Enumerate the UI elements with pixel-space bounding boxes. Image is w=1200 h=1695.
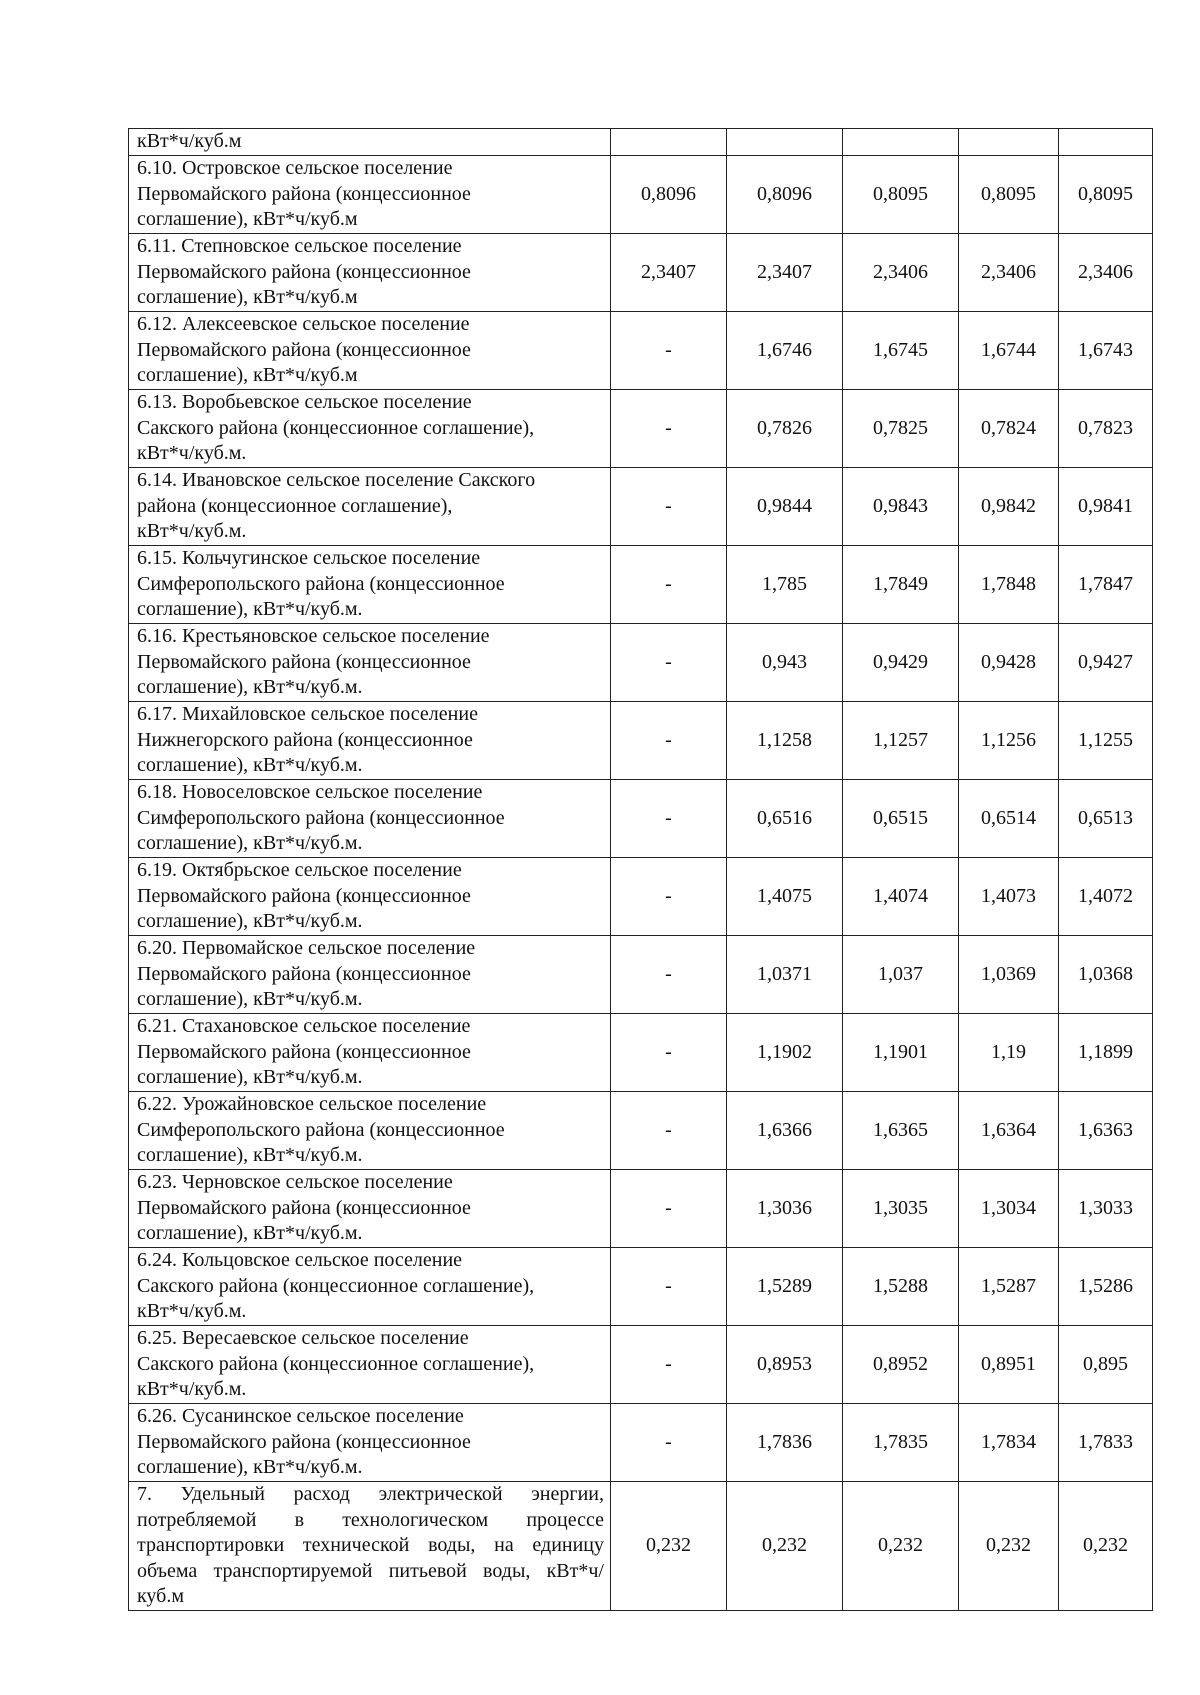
- description-line: соглашение), кВт*ч/куб.м.: [137, 832, 363, 855]
- description-line: Симферопольского района (концессионное: [137, 572, 505, 595]
- row-description: [129, 390, 611, 468]
- value-cell: 1,4072: [1059, 858, 1153, 936]
- value-cell: -: [611, 312, 727, 390]
- description-line: 6.18. Новоселовское сельское поселение: [137, 781, 483, 804]
- value-cell: 1,5287: [959, 1248, 1059, 1326]
- row-description: [129, 1248, 611, 1326]
- table-row: [129, 1170, 1153, 1248]
- value-cell: 1,0368: [1059, 936, 1153, 1014]
- value-cell: 1,6743: [1059, 312, 1153, 390]
- value-cell: 0,9843: [843, 468, 959, 546]
- description-line: 6.24. Кольцовское сельское поселение: [137, 1249, 463, 1272]
- description-line: Первомайского района (концессионное: [137, 338, 471, 361]
- row-description: [129, 1092, 611, 1170]
- value-cell: 0,895: [1059, 1326, 1153, 1404]
- description-line: Первомайского района (концессионное: [137, 884, 471, 907]
- value-cell: -: [611, 1014, 727, 1092]
- value-cell: 1,6744: [959, 312, 1059, 390]
- description-line: 6.12. Алексеевское сельское поселение: [137, 313, 470, 336]
- value-cell: 1,6745: [843, 312, 959, 390]
- value-cell: -: [611, 936, 727, 1014]
- value-cell: 1,785: [727, 546, 843, 624]
- value-cell: 0,6516: [727, 780, 843, 858]
- table-row: [129, 1092, 1153, 1170]
- description-line: 6.13. Воробьевское сельское поселение: [137, 391, 472, 414]
- value-cell: -: [611, 468, 727, 546]
- description-line: Симферопольского района (концессионное: [137, 1118, 505, 1141]
- value-cell: 1,6365: [843, 1092, 959, 1170]
- table-row: [129, 702, 1153, 780]
- value-cell: 2,3407: [727, 234, 843, 312]
- row-description: [129, 858, 611, 936]
- value-cell: 1,1255: [1059, 702, 1153, 780]
- value-cell: 1,4073: [959, 858, 1059, 936]
- value-cell: 1,6746: [727, 312, 843, 390]
- value-cell: 0,8951: [959, 1326, 1059, 1404]
- value-cell: 0,9842: [959, 468, 1059, 546]
- value-cell: 0,7825: [843, 390, 959, 468]
- value-cell: 1,3035: [843, 1170, 959, 1248]
- value-cell: 2,3406: [1059, 234, 1153, 312]
- table-row: [129, 156, 1153, 234]
- value-cell: 0,6514: [959, 780, 1059, 858]
- table-row: [129, 1014, 1153, 1092]
- value-cell: 1,0371: [727, 936, 843, 1014]
- value-cell: 2,3406: [959, 234, 1059, 312]
- description-line: Симферопольского района (концессионное: [137, 806, 505, 829]
- description-line: соглашение), кВт*ч/куб.м.: [137, 1456, 363, 1479]
- value-cell: -: [611, 546, 727, 624]
- value-cell: 0,6515: [843, 780, 959, 858]
- value-cell: -: [611, 780, 727, 858]
- value-cell: -: [611, 1326, 727, 1404]
- value-cell: 0,7823: [1059, 390, 1153, 468]
- table-row: [129, 1248, 1153, 1326]
- row-description: [129, 234, 611, 312]
- description-line: 6.26. Сусанинское сельское поселение: [137, 1405, 464, 1428]
- value-cell: 1,1258: [727, 702, 843, 780]
- description-line: соглашение), кВт*ч/куб.м.: [137, 988, 363, 1011]
- description-line: 6.17. Михайловское сельское поселение: [137, 703, 478, 726]
- row-description: [129, 312, 611, 390]
- value-cell: 0,232: [727, 1482, 843, 1611]
- table-row: [129, 858, 1153, 936]
- value-cell: 1,5286: [1059, 1248, 1153, 1326]
- value-cell: 0,9844: [727, 468, 843, 546]
- table-row-continuation: [129, 129, 1153, 156]
- table-row: [129, 780, 1153, 858]
- table-body: [129, 129, 1153, 1611]
- value-cell: 0,6513: [1059, 780, 1153, 858]
- table-row: [129, 936, 1153, 1014]
- description-line: 6.19. Октябрьское сельское поселение: [137, 859, 462, 882]
- description-line: 6.15. Кольчугинское сельское поселение: [137, 547, 481, 570]
- value-cell: 1,6366: [727, 1092, 843, 1170]
- description-line: 6.11. Степновское сельское поселение: [137, 235, 462, 258]
- value-cell: 1,3033: [1059, 1170, 1153, 1248]
- description-line: 6.22. Урожайновское сельское поселение: [137, 1093, 487, 1116]
- row-description: [129, 624, 611, 702]
- row-description: [129, 1014, 611, 1092]
- description-line: Первомайского района (концессионное: [137, 962, 471, 985]
- description-line: Сакского района (концессионное соглашение),: [137, 1352, 535, 1375]
- description-line: соглашение), кВт*ч/куб.м: [137, 208, 358, 231]
- value-cell: -: [611, 1248, 727, 1326]
- value-cell: 1,5288: [843, 1248, 959, 1326]
- value-cell: 0,8096: [727, 156, 843, 234]
- description-line: района (концессионное соглашение),: [137, 494, 453, 517]
- value-cell: 1,19: [959, 1014, 1059, 1092]
- description-line: 6.10. Островское сельское поселение: [137, 157, 453, 180]
- value-cell: -: [611, 624, 727, 702]
- value-cell: 0,8096: [611, 156, 727, 234]
- row-description: [129, 702, 611, 780]
- value-cell: [843, 129, 959, 156]
- value-cell: 0,9428: [959, 624, 1059, 702]
- description-line: кВт*ч/куб.м.: [137, 1300, 247, 1323]
- description-line: соглашение), кВт*ч/куб.м.: [137, 598, 363, 621]
- table-row-summary: [129, 1482, 1153, 1611]
- value-cell: 1,7833: [1059, 1404, 1153, 1482]
- value-cell: -: [611, 1170, 727, 1248]
- row-description: [129, 156, 611, 234]
- table-row: [129, 546, 1153, 624]
- description-line: Сакского района (концессионное соглашение),: [137, 1274, 535, 1297]
- table-row: [129, 468, 1153, 546]
- description-line: Нижнегорского района (концессионное: [137, 728, 473, 751]
- description-line: Первомайского района (концессионное: [137, 650, 471, 673]
- value-cell: -: [611, 858, 727, 936]
- row-description: [129, 780, 611, 858]
- description-line: соглашение), кВт*ч/куб.м: [137, 286, 358, 309]
- value-cell: 0,8095: [959, 156, 1059, 234]
- value-cell: 1,7848: [959, 546, 1059, 624]
- value-cell: 0,232: [611, 1482, 727, 1611]
- row-description: [129, 1326, 611, 1404]
- table-row: [129, 624, 1153, 702]
- description-line: кВт*ч/куб.м.: [137, 1378, 247, 1401]
- row-description: 7. Удельный расход электрической энергии, потребляемой в технологическом процессе транспортировки технической воды, на единицу объема транспортируемой питьевой воды, кВт*ч/куб.м: [129, 1482, 611, 1611]
- value-cell: 2,3406: [843, 234, 959, 312]
- table-row: [129, 390, 1153, 468]
- value-cell: 0,7824: [959, 390, 1059, 468]
- table-row: [129, 234, 1153, 312]
- value-cell: 1,1899: [1059, 1014, 1153, 1092]
- row-description: [129, 546, 611, 624]
- description-line: 6.23. Черновское сельское поселение: [137, 1171, 453, 1194]
- value-cell: 0,232: [959, 1482, 1059, 1611]
- value-cell: -: [611, 702, 727, 780]
- value-cell: [1059, 129, 1153, 156]
- description-line: 6.20. Первомайское сельское поселение: [137, 937, 476, 960]
- description-line: кВт*ч/куб.м.: [137, 520, 247, 543]
- description-line: соглашение), кВт*ч/куб.м.: [137, 676, 363, 699]
- value-cell: [727, 129, 843, 156]
- description-line: Первомайского района (концессионное: [137, 182, 471, 205]
- value-cell: 0,7826: [727, 390, 843, 468]
- description-line: Сакского района (концессионное соглашение),: [137, 416, 535, 439]
- value-cell: 1,3036: [727, 1170, 843, 1248]
- row-description: [129, 936, 611, 1014]
- energy-consumption-table: [128, 128, 1153, 1611]
- description-line: соглашение), кВт*ч/куб.м.: [137, 1066, 363, 1089]
- value-cell: 0,943: [727, 624, 843, 702]
- description-line: 6.14. Ивановское сельское поселение Сакского: [137, 469, 536, 492]
- row-description: [129, 1170, 611, 1248]
- table-row: [129, 1404, 1153, 1482]
- value-cell: 1,0369: [959, 936, 1059, 1014]
- value-cell: 1,6363: [1059, 1092, 1153, 1170]
- value-cell: 0,8095: [843, 156, 959, 234]
- value-cell: 1,4075: [727, 858, 843, 936]
- value-cell: 0,232: [1059, 1482, 1153, 1611]
- value-cell: 0,8095: [1059, 156, 1153, 234]
- value-cell: [611, 129, 727, 156]
- value-cell: 1,1256: [959, 702, 1059, 780]
- value-cell: 1,7835: [843, 1404, 959, 1482]
- description-line: соглашение), кВт*ч/куб.м.: [137, 910, 363, 933]
- row-description: кВт*ч/куб.м: [129, 129, 611, 156]
- description-line: соглашение), кВт*ч/куб.м.: [137, 754, 363, 777]
- value-cell: 1,5289: [727, 1248, 843, 1326]
- description-line: соглашение), кВт*ч/куб.м: [137, 364, 358, 387]
- value-cell: 1,1901: [843, 1014, 959, 1092]
- description-line: 6.16. Крестьяновское сельское поселение: [137, 625, 490, 648]
- table-row: [129, 1326, 1153, 1404]
- value-cell: 1,7834: [959, 1404, 1059, 1482]
- description-line: Первомайского района (концессионное: [137, 1430, 471, 1453]
- value-cell: 0,8953: [727, 1326, 843, 1404]
- description-line: Первомайского района (концессионное: [137, 1196, 471, 1219]
- value-cell: -: [611, 1404, 727, 1482]
- table-row: [129, 312, 1153, 390]
- value-cell: 1,6364: [959, 1092, 1059, 1170]
- value-cell: 1,7847: [1059, 546, 1153, 624]
- value-cell: 0,9841: [1059, 468, 1153, 546]
- value-cell: 0,9427: [1059, 624, 1153, 702]
- description-line: Первомайского района (концессионное: [137, 260, 471, 283]
- description-line: соглашение), кВт*ч/куб.м.: [137, 1144, 363, 1167]
- description-line: кВт*ч/куб.м.: [137, 442, 247, 465]
- value-cell: 1,7836: [727, 1404, 843, 1482]
- value-cell: -: [611, 390, 727, 468]
- value-cell: 0,232: [843, 1482, 959, 1611]
- value-cell: 2,3407: [611, 234, 727, 312]
- description-line: 6.21. Стахановское сельское поселение: [137, 1015, 471, 1038]
- value-cell: 1,4074: [843, 858, 959, 936]
- value-cell: 0,8952: [843, 1326, 959, 1404]
- value-cell: -: [611, 1092, 727, 1170]
- value-cell: [959, 129, 1059, 156]
- value-cell: 1,7849: [843, 546, 959, 624]
- value-cell: 1,037: [843, 936, 959, 1014]
- row-description: [129, 1404, 611, 1482]
- description-line: 6.25. Вересаевское сельское поселение: [137, 1327, 469, 1350]
- description-line: соглашение), кВт*ч/куб.м.: [137, 1222, 363, 1245]
- row-description: [129, 468, 611, 546]
- value-cell: 1,1257: [843, 702, 959, 780]
- value-cell: 1,3034: [959, 1170, 1059, 1248]
- value-cell: 1,1902: [727, 1014, 843, 1092]
- value-cell: 0,9429: [843, 624, 959, 702]
- description-line: Первомайского района (концессионное: [137, 1040, 471, 1063]
